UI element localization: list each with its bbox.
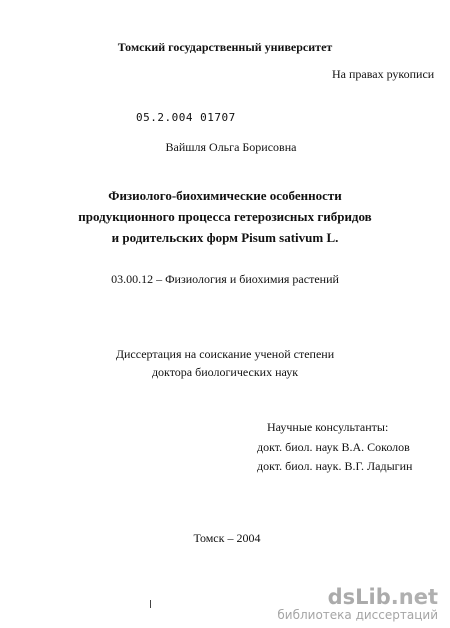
place-year: Томск – 2004 [193,531,261,545]
author-name: Вайшля Ольга Борисовна [165,140,297,154]
degree-line-2: доктора биологических наук [151,365,299,379]
title-line-1: Физиолого-биохимические особенности [108,188,342,203]
university-name: Томский государственный университет [117,40,333,54]
page-tick-mark [150,600,151,608]
consultants-heading: Научные консультанты: [267,420,389,434]
degree-line-1: Диссертация на соискание ученой степени [115,347,335,361]
watermark [277,586,438,622]
consultant-2: докт. биол. наук. В.Г. Ладыгин [257,459,413,473]
consultant-1: докт. биол. наук В.А. Соколов [257,440,410,454]
watermark-logo [277,586,438,608]
watermark-logo-main: dsLib [327,585,391,609]
watermark-logo-ext: .net [390,585,438,609]
specialty: 03.00.12 – Физиология и биохимия растений [111,272,339,286]
archive-stamp: 05.2.004 01707 [136,111,236,124]
title-line-3: и родительских форм Pisum sativum L. [111,230,339,245]
manuscript-note: На правах рукописи [332,67,435,81]
watermark-subtitle: библиотека диссертаций [277,608,438,622]
title-line-2: продукционного процесса гетерозисных гибридов [78,209,372,224]
